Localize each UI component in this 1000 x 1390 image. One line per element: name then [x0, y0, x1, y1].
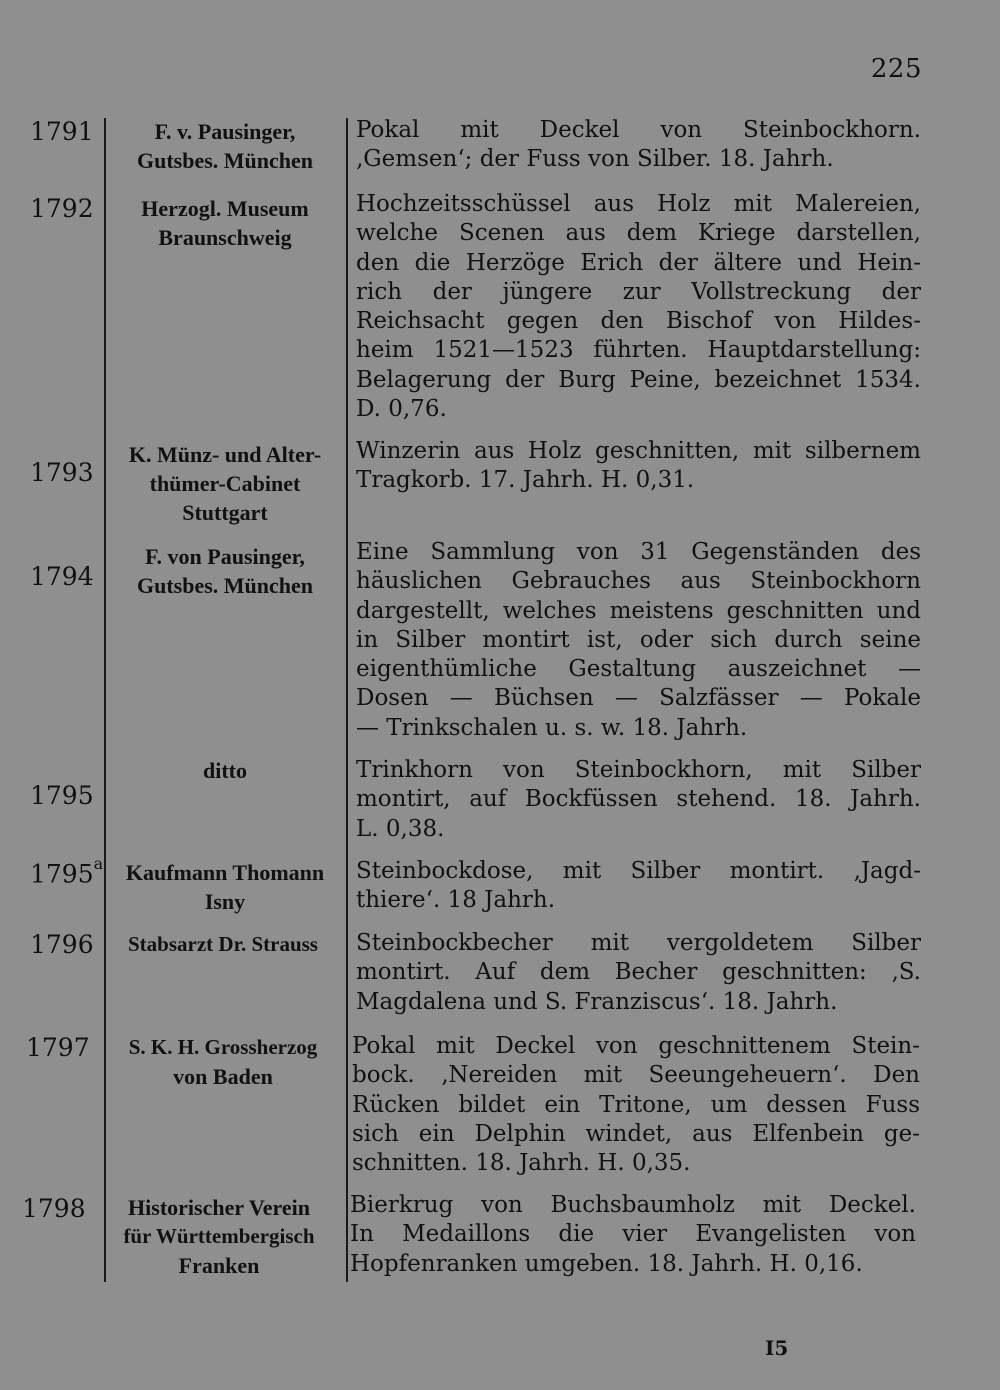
description-line: Pokal mit Deckel von geschnittenem Stein- — [352, 1033, 920, 1059]
description-line: in Silber montirt ist, oder sich durch seine — [356, 626, 921, 653]
description-line: heim 1521—1523 führten. Hauptdarstellung: — [356, 337, 921, 364]
description-line: häuslichen Gebrauches aus Steinbockhorn — [356, 568, 921, 595]
entry-number: 1797 — [26, 1033, 90, 1062]
description-line: Steinbockbecher mit vergoldetem Silber — [356, 930, 921, 956]
description — [350, 1191, 916, 1279]
lender-line: von Baden — [173, 1064, 273, 1089]
signature-mark: I5 — [765, 1336, 789, 1360]
description — [356, 437, 921, 496]
lender-line: ditto — [203, 758, 247, 783]
lender — [100, 756, 350, 785]
description-line: thiere‘. 18 Jahrh. — [356, 887, 556, 914]
lender-line: S. K. H. Grossherzog — [128, 1035, 318, 1059]
description-line: Steinbockdose, mit Silber montirt. ‚Jagd- — [356, 858, 921, 884]
lender-line: Historischer Verein — [128, 1195, 310, 1220]
description — [356, 538, 921, 743]
entry-number: 1795$^a$ — [30, 854, 104, 889]
description-line: Tragkorb. 17. Jahrh. H. 0,31. — [356, 467, 695, 494]
description — [356, 116, 921, 175]
lender-line: für Württembergisch — [123, 1224, 315, 1248]
description-line: bock. ‚Nereiden mit Seeungeheuern‘. Den — [352, 1062, 920, 1089]
description-line: rich der jüngere zur Vollstreckung der — [356, 278, 921, 305]
lender-line: Gutsbes. München — [136, 573, 314, 598]
description-line: montirt, auf Bockfüssen stehend. 18. Jahrh. — [356, 786, 921, 813]
lender-line: Gutsbes. München — [136, 148, 314, 173]
description-line: Eine Sammlung von 31 Gegenständen des — [356, 539, 921, 565]
lender-line: F. von Pausinger, — [145, 544, 305, 569]
entry-number-superscript: a — [93, 854, 104, 873]
description-line: welche Scenen aus dem Kriege darstellen, — [356, 220, 921, 247]
lender-line: Franken — [178, 1253, 260, 1278]
description-line: Belagerung der Burg Peine, bezeichnet 1534. — [356, 366, 921, 393]
entry-number: 1793 — [30, 458, 94, 487]
description-line: sich ein Delphin windet, aus Elfenbein ge- — [352, 1120, 920, 1147]
lender — [96, 1193, 342, 1280]
description-line: Hochzeitsschüssel aus Holz mit Malereien, — [356, 191, 921, 217]
description-line: den die Herzöge Erich der ältere und Hein- — [356, 249, 921, 276]
lender — [100, 440, 350, 527]
description-line: ‚Gemsen‘; der Fuss von Silber. 18. Jahrh. — [356, 146, 834, 173]
description-line: eigenthümliche Gestaltung auszeichnet — — [356, 656, 921, 683]
description — [356, 190, 921, 424]
description-line: Magdalena und S. Franziscus‘. 18. Jahrh. — [356, 988, 838, 1015]
lender — [100, 858, 350, 916]
lender-line: Isny — [204, 889, 246, 914]
lender-line: thümer-Cabinet — [149, 471, 301, 496]
entry-number: 1792 — [30, 194, 94, 223]
description-line: Hopfenranken umgeben. 18. Jahrh. H. 0,16. — [350, 1250, 863, 1277]
description-line: D. 0,76. — [356, 396, 447, 423]
entry-number: 1791 — [30, 117, 94, 146]
entry-number: 1796 — [30, 930, 94, 959]
lender-line: Stuttgart — [182, 500, 268, 525]
lender-line: Kaufmann Thomann — [125, 860, 325, 885]
description — [356, 929, 921, 1017]
description-line: Rücken bildet ein Tritone, um dessen Fuss — [352, 1091, 920, 1118]
description — [356, 756, 921, 844]
description — [356, 857, 921, 916]
description-line: Reichsacht gegen den Bischof von Hildes- — [356, 308, 921, 335]
description — [352, 1032, 920, 1178]
entry-number: 1798 — [22, 1194, 86, 1223]
description-line: Pokal mit Deckel von Steinbockhorn. — [356, 117, 921, 143]
lender — [100, 542, 350, 600]
description-line: schnitten. 18. Jahrh. H. 0,35. — [352, 1150, 691, 1177]
description-line: Trinkhorn von Steinbockhorn, mit Silber — [356, 757, 921, 783]
entry-number: 1794 — [30, 562, 94, 591]
lender-line: Braunschweig — [158, 225, 292, 250]
page-number: 225 — [870, 54, 922, 84]
description-line: montirt. Auf dem Becher geschnitten: ‚S. — [356, 959, 921, 986]
description-line: Bierkrug von Buchsbaumholz mit Deckel. — [350, 1192, 916, 1218]
lender-line: Herzogl. Museum — [141, 196, 309, 221]
left-column-rule — [104, 118, 106, 1282]
lender-line: F. v. Pausinger, — [154, 119, 296, 144]
lender-line: Stabsarzt Dr. Strauss — [128, 932, 318, 956]
description-line: Winzerin aus Holz geschnitten, mit silbernem — [356, 438, 921, 464]
entry-number: 1795 — [30, 781, 94, 810]
lender — [100, 1033, 346, 1091]
description-line: L. 0,38. — [356, 815, 445, 842]
lender — [100, 117, 350, 175]
description-line: — Trinkschalen u. s. w. 18. Jahrh. — [356, 714, 748, 741]
description-line: dargestellt, welches meistens geschnitten und — [356, 597, 921, 624]
lender — [100, 194, 350, 252]
description-line: Dosen — Büchsen — Salzfässer — Pokale — [356, 685, 921, 712]
description-line: In Medaillons die vier Evangelisten von — [350, 1221, 916, 1248]
lender — [100, 930, 346, 959]
lender-line: K. Münz- und Alter- — [128, 442, 322, 467]
right-column-rule — [346, 118, 348, 1282]
